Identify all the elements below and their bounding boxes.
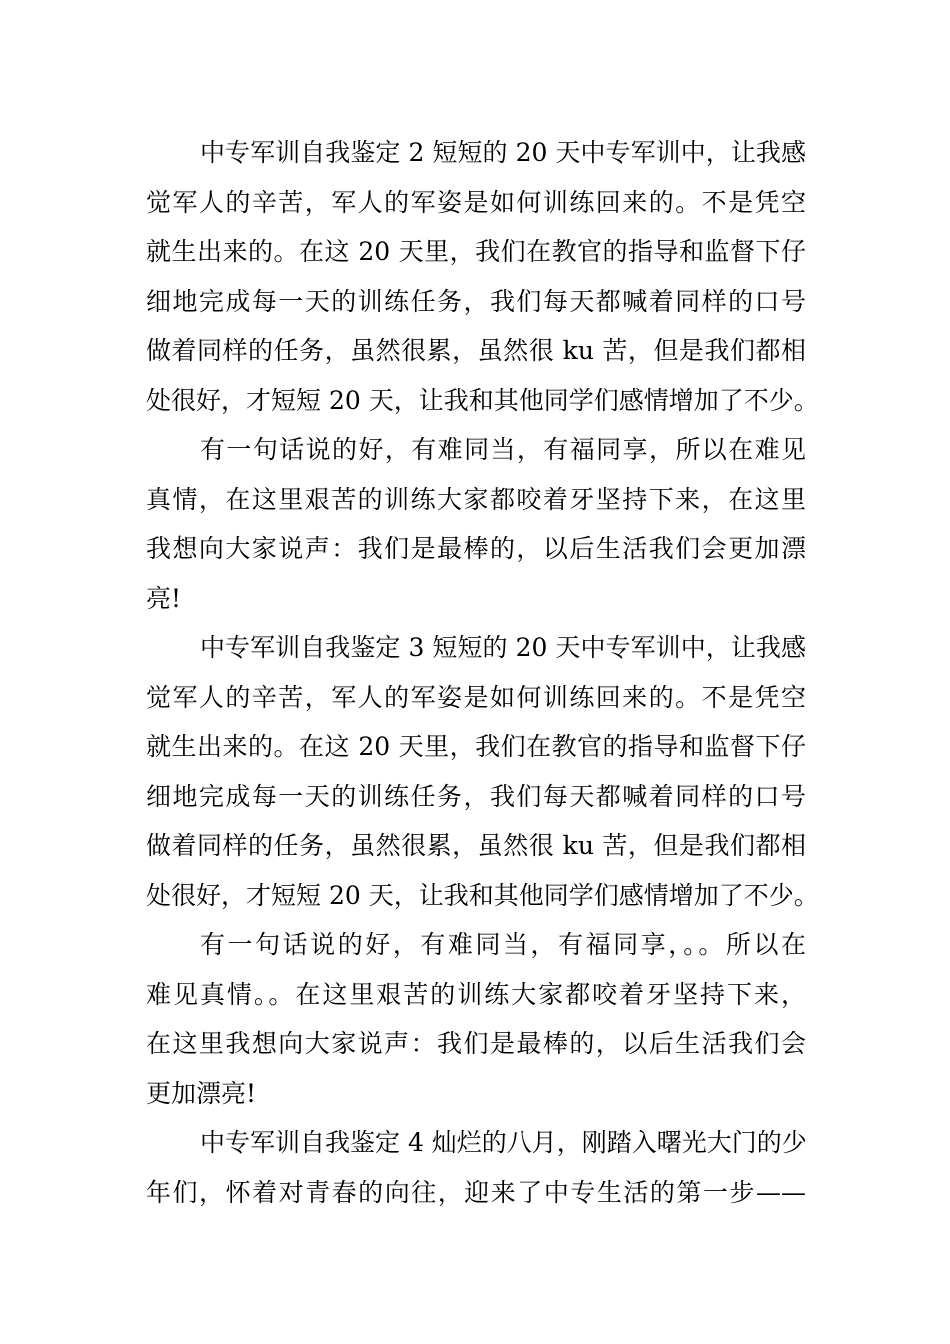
text-line: 难见真情。。在这里艰苦的训练大家都咬着牙坚持下来， xyxy=(146,979,806,1009)
paragraph-2 xyxy=(146,425,806,623)
text-line: 年们，怀着对青春的向往，迎来了中专生活的第一步—— xyxy=(146,1177,806,1207)
text-line: 觉军人的辛苦，军人的军姿是如何训练回来的。不是凭空 xyxy=(146,682,806,712)
text-line: 做着同样的任务，虽然很累，虽然很 ku 苦，但是我们都相 xyxy=(146,336,806,365)
text-line: 真情，在这里艰苦的训练大家都咬着牙坚持下来，在这里 xyxy=(146,484,806,514)
text-line: 亮! xyxy=(146,583,182,613)
text-line: 更加漂亮! xyxy=(146,1078,257,1108)
text-line: 有一句话说的好，有难同当，有福同享，。。所以在 xyxy=(200,930,806,959)
text-line: 就生出来的。在这 20 天里，我们在教官的指导和监督下仔 xyxy=(146,237,806,266)
text-line: 中专军训自我鉴定 3 短短的 20 天中专军训中，让我感 xyxy=(200,633,806,662)
document-body xyxy=(146,128,819,1217)
text-line: 我想向大家说声：我们是最棒的，以后生活我们会更加漂 xyxy=(146,534,806,563)
text-line: 细地完成每一天的训练任务，我们每天都喊着同样的口号 xyxy=(146,286,806,316)
text-line: 有一句话说的好，有难同当，有福同享，所以在难见 xyxy=(200,435,806,464)
text-line: 细地完成每一天的训练任务，我们每天都喊着同样的口号 xyxy=(146,781,806,811)
text-line: 觉军人的辛苦，军人的军姿是如何训练回来的。不是凭空 xyxy=(146,187,806,217)
text-line: 就生出来的。在这 20 天里，我们在教官的指导和监督下仔 xyxy=(146,732,806,761)
text-line: 中专军训自我鉴定 2 短短的 20 天中专军训中，让我感 xyxy=(200,138,806,167)
text-line: 在这里我想向大家说声：我们是最棒的，以后生活我们会 xyxy=(146,1029,806,1058)
text-line: 做着同样的任务，虽然很累，虽然很 ku 苦，但是我们都相 xyxy=(146,831,806,860)
paragraph-4 xyxy=(146,920,806,1118)
text-line: 中专军训自我鉴定 4 灿烂的八月，刚踏入曙光大门的少 xyxy=(200,1128,807,1157)
text-line: 处很好，才短短 20 天，让我和其他同学们感情增加了不少。 xyxy=(146,880,819,910)
text-line: 处很好，才短短 20 天，让我和其他同学们感情增加了不少。 xyxy=(146,385,819,415)
paragraph-1 xyxy=(146,128,819,425)
paragraph-5 xyxy=(146,1118,806,1217)
paragraph-3 xyxy=(146,623,819,920)
